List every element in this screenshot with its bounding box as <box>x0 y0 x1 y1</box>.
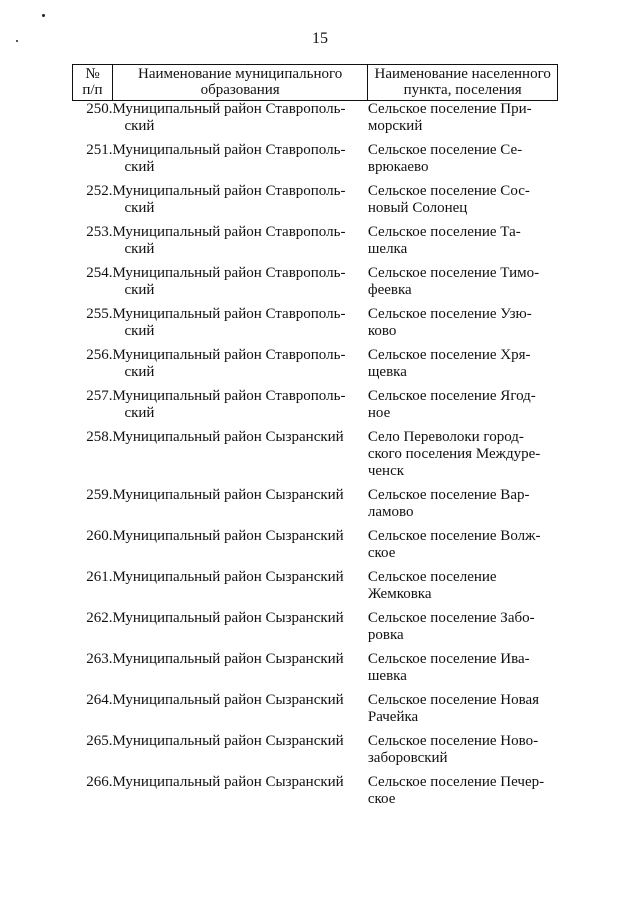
municipality-cell <box>112 347 367 388</box>
settlement-cell <box>368 610 558 651</box>
table-row <box>73 610 558 651</box>
settlement-line: феевка <box>367 282 412 298</box>
municipality-cell <box>112 306 367 347</box>
municipality-cell <box>112 528 367 569</box>
municipality-line: Муниципальный район Ставрополь- <box>112 388 346 404</box>
municipality-cell <box>112 224 367 265</box>
municipality-line: Муниципальный район Сызранский <box>112 429 344 445</box>
table-row <box>73 265 558 306</box>
municipality-cell <box>112 610 367 651</box>
table-row <box>73 487 558 528</box>
row-number: 250. <box>86 101 113 117</box>
settlement-line: ламово <box>367 504 414 520</box>
municipality-cell <box>112 265 367 306</box>
municipality-cell <box>112 733 367 774</box>
settlement-line: Сельское поселение Волж- <box>367 528 541 544</box>
municipality-line: Муниципальный район Сызранский <box>112 528 344 544</box>
row-number: 251. <box>86 142 113 158</box>
municipality-line: ский <box>124 200 155 216</box>
settlement-line: щевка <box>367 364 407 380</box>
municipality-cell <box>112 101 367 143</box>
settlement-cell <box>368 101 558 143</box>
municipality-cell <box>112 429 367 487</box>
header-settlement <box>368 65 558 101</box>
municipality-cell <box>112 774 367 815</box>
settlement-cell <box>368 487 558 528</box>
row-number: 257. <box>86 388 113 404</box>
settlement-line: новый Солонец <box>367 200 468 216</box>
settlement-line: врюкаево <box>367 159 429 175</box>
settlement-line: Сельское поселение Сос- <box>367 183 530 199</box>
settlement-line: заборовский <box>367 750 448 766</box>
settlement-cell <box>368 224 558 265</box>
table-row <box>73 224 558 265</box>
row-number: 263. <box>86 651 113 667</box>
settlement-cell <box>368 733 558 774</box>
table-row <box>73 183 558 224</box>
table-header-row <box>73 65 558 101</box>
row-number: 256. <box>86 347 113 363</box>
header-municipality <box>112 65 367 101</box>
row-number: 252. <box>86 183 113 199</box>
row-number: 258. <box>86 429 113 445</box>
municipality-line: Муниципальный район Сызранский <box>112 610 344 626</box>
header-line: образования <box>200 82 280 98</box>
municipality-line: Муниципальный район Ставрополь- <box>112 265 346 281</box>
settlement-line: шевка <box>367 668 407 684</box>
settlement-line: Сельское поселение <box>367 569 497 585</box>
table-row <box>73 388 558 429</box>
scan-speck <box>42 14 45 17</box>
settlement-line: Сельское поселение Забо- <box>367 610 535 626</box>
row-number: 254. <box>86 265 113 281</box>
municipality-line: ский <box>124 118 155 134</box>
municipality-cell <box>112 692 367 733</box>
header-line: пункта, поселения <box>403 82 522 98</box>
row-number: 261. <box>86 569 113 585</box>
header-line: Наименование населенного <box>374 66 551 82</box>
table-row <box>73 429 558 487</box>
municipality-line: Муниципальный район Ставрополь- <box>112 224 346 240</box>
header-line: п/п <box>82 82 103 98</box>
settlement-cell <box>368 306 558 347</box>
municipality-line: ский <box>124 405 155 421</box>
municipality-line: Муниципальный район Ставрополь- <box>112 183 346 199</box>
row-number: 259. <box>86 487 113 503</box>
header-number <box>73 65 113 101</box>
settlement-cell <box>368 692 558 733</box>
row-number: 264. <box>86 692 113 708</box>
row-number: 265. <box>86 733 113 749</box>
municipality-line: Муниципальный район Сызранский <box>112 487 344 503</box>
settlement-line: Сельское поселение Хря- <box>367 347 531 363</box>
table-row <box>73 101 558 143</box>
row-number: 253. <box>86 224 113 240</box>
table-row <box>73 733 558 774</box>
settlement-cell <box>368 142 558 183</box>
row-number: 255. <box>86 306 113 322</box>
table-body <box>73 101 558 816</box>
settlement-line: Сельское поселение Тимо- <box>367 265 540 281</box>
settlement-line: Сельское поселение Новая <box>367 692 540 708</box>
settlement-line: морский <box>367 118 423 134</box>
settlement-line: Рачейка <box>367 709 419 725</box>
table-row <box>73 528 558 569</box>
header-line: Наименование муниципального <box>138 66 343 82</box>
settlement-line: Сельское поселение Се- <box>367 142 523 158</box>
settlement-line: шелка <box>367 241 408 257</box>
table-row <box>73 692 558 733</box>
settlement-line: Сельское поселение Печер- <box>367 774 545 790</box>
row-number: 266. <box>86 774 113 790</box>
table-row <box>73 774 558 815</box>
municipality-line: Муниципальный район Сызранский <box>112 651 344 667</box>
settlement-line: ского поселения Междуре- <box>367 446 541 462</box>
table-row <box>73 651 558 692</box>
municipality-line: Муниципальный район Ставрополь- <box>112 306 346 322</box>
header-line: № <box>85 66 100 82</box>
table-row <box>73 347 558 388</box>
settlement-line: ское <box>367 545 396 561</box>
municipality-line: Муниципальный район Сызранский <box>112 692 344 708</box>
settlement-line: Сельское поселение Ягод- <box>367 388 536 404</box>
municipality-cell <box>112 183 367 224</box>
municipality-cell <box>112 142 367 183</box>
municipality-line: ский <box>124 364 155 380</box>
settlement-line: ское <box>367 791 396 807</box>
settlement-cell <box>368 774 558 815</box>
settlement-line: Жемковка <box>367 586 432 602</box>
settlement-cell <box>368 183 558 224</box>
row-number: 262. <box>86 610 113 626</box>
municipality-line: ский <box>124 282 155 298</box>
municipality-line: Муниципальный район Сызранский <box>112 733 344 749</box>
municipality-line: ский <box>124 159 155 175</box>
settlement-line: Сельское поселение Вар- <box>367 487 530 503</box>
settlement-cell <box>368 347 558 388</box>
municipality-line: Муниципальный район Сызранский <box>112 569 344 585</box>
municipality-line: ский <box>124 323 155 339</box>
table-row <box>73 306 558 347</box>
municipality-cell <box>112 487 367 528</box>
settlement-cell <box>368 528 558 569</box>
page-number: 15 <box>312 30 328 47</box>
municipality-line: Муниципальный район Ставрополь- <box>112 347 346 363</box>
table-row <box>73 142 558 183</box>
settlement-cell <box>368 388 558 429</box>
row-number: 260. <box>86 528 113 544</box>
settlement-cell <box>368 569 558 610</box>
municipality-cell <box>112 388 367 429</box>
settlement-line: Сельское поселение Узю- <box>367 306 532 322</box>
settlement-line: ково <box>367 323 397 339</box>
municipality-line: Муниципальный район Ставрополь- <box>112 101 346 117</box>
settlement-line: ченск <box>367 463 405 479</box>
settlement-line: Село Переволоки город- <box>367 429 524 445</box>
settlement-line: Сельское поселение Ново- <box>367 733 539 749</box>
settlements-table <box>72 64 558 815</box>
settlement-line: Сельское поселение Ива- <box>367 651 530 667</box>
settlement-cell <box>368 429 558 487</box>
table-row <box>73 569 558 610</box>
municipality-line: Муниципальный район Сызранский <box>112 774 344 790</box>
settlement-line: ное <box>367 405 391 421</box>
settlement-line: ровка <box>367 627 404 643</box>
settlement-cell <box>368 265 558 306</box>
municipality-line: ский <box>124 241 155 257</box>
municipality-cell <box>112 569 367 610</box>
settlement-cell <box>368 651 558 692</box>
municipality-cell <box>112 651 367 692</box>
settlement-line: Сельское поселение Та- <box>367 224 521 240</box>
municipality-line: Муниципальный район Ставрополь- <box>112 142 346 158</box>
settlement-line: Сельское поселение При- <box>367 101 532 117</box>
